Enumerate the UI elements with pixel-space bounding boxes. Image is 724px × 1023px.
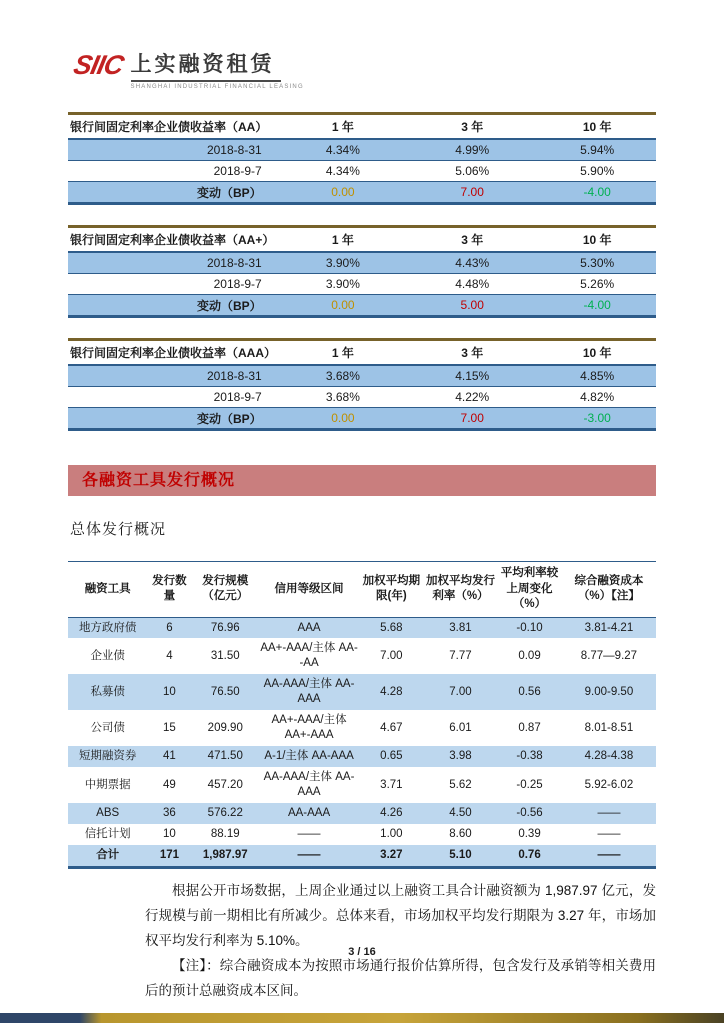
table-header-row xyxy=(68,227,656,253)
cell: 0.76 xyxy=(518,848,541,861)
change-cell: 7.00 xyxy=(460,411,484,425)
cell: 私募债 xyxy=(90,685,125,698)
cell: —— xyxy=(297,848,321,861)
col-header-3y: 3 年 xyxy=(406,114,538,140)
cell: 3.71 xyxy=(380,778,403,791)
cell: 471.50 xyxy=(207,750,243,763)
col-header-10y: 10 年 xyxy=(538,227,656,253)
cell: 5.10 xyxy=(449,848,472,861)
cell: ABS xyxy=(96,806,120,819)
change-cell: -4.00 xyxy=(583,185,611,199)
cell: -0.56 xyxy=(516,806,543,819)
cell: AA-AAA/主体 AA-AAA xyxy=(263,771,355,798)
cell: —— xyxy=(297,827,321,840)
cell: 7.77 xyxy=(449,649,472,662)
table-row xyxy=(68,824,656,845)
cell: 3.90% xyxy=(325,256,360,270)
cell: 4.99% xyxy=(455,143,490,157)
bond-yield-table-aa xyxy=(68,112,656,205)
logo-en-text: SHANGHAI INDUSTRIAL FINANCIAL LEASING xyxy=(130,84,304,90)
cell: 地方政府债 xyxy=(78,621,137,634)
cell: 41 xyxy=(163,750,176,763)
row-label: 变动（BP） xyxy=(197,411,262,426)
table-row xyxy=(68,387,656,408)
col-header-3y: 3 年 xyxy=(406,227,538,253)
row-label: 2018-9-7 xyxy=(213,277,262,291)
footer-decoration-bar xyxy=(0,1013,724,1023)
company-logo xyxy=(70,46,656,92)
row-label: 2018-8-31 xyxy=(206,256,262,270)
cell: 3.68% xyxy=(325,390,360,404)
cell: —— xyxy=(597,827,621,840)
cell: 5.94% xyxy=(580,143,615,157)
total-row xyxy=(68,845,656,867)
cell: 4.85% xyxy=(580,369,615,383)
table-row xyxy=(68,617,656,638)
table-row xyxy=(68,746,656,767)
cell: 4.22% xyxy=(455,390,490,404)
col-header: 发行规模（亿元） xyxy=(191,562,259,618)
table-row xyxy=(68,674,656,710)
cell: 3.90% xyxy=(325,277,360,291)
cell: 3.81 xyxy=(449,621,472,634)
cell: 7.00 xyxy=(380,649,403,662)
bond-yield-table-aa-plus xyxy=(68,225,656,318)
cell: 0.39 xyxy=(518,827,541,840)
col-header: 融资工具 xyxy=(68,562,147,618)
cell: AA+-AAA/主体 AA--AA xyxy=(260,642,358,670)
cell: 36 xyxy=(163,806,176,819)
cell: 209.90 xyxy=(207,721,243,734)
cell: 4.50 xyxy=(449,806,472,819)
cell: 4.34% xyxy=(325,143,360,157)
cell: 8.77—9.27 xyxy=(580,649,638,662)
body-text xyxy=(145,879,656,1004)
table-row xyxy=(68,161,656,182)
cell: 76.96 xyxy=(210,621,240,634)
change-cell: -4.00 xyxy=(583,298,611,312)
yield-table-title: 银行间固定利率企业债收益率（AAA） xyxy=(68,340,280,366)
cell: 3.81-4.21 xyxy=(584,621,634,634)
logo-cn-text: 上实融资租赁 xyxy=(131,46,281,82)
row-label: 变动（BP） xyxy=(197,298,262,313)
cell: 4.28 xyxy=(380,685,403,698)
cell: 0.56 xyxy=(518,685,541,698)
change-cell: 5.00 xyxy=(460,298,484,312)
col-header-1y: 1 年 xyxy=(280,340,406,366)
col-header: 发行数量 xyxy=(147,562,191,618)
change-row xyxy=(68,295,656,317)
cell: 88.19 xyxy=(210,827,240,840)
table-header-row xyxy=(68,340,656,366)
row-label: 2018-8-31 xyxy=(206,143,262,157)
subsection-title: 总体发行概况 xyxy=(70,521,167,538)
cell: AA-AAA xyxy=(287,806,331,819)
cell: —— xyxy=(597,806,621,819)
cell: 合计 xyxy=(96,848,120,861)
cell: 0.87 xyxy=(518,721,541,734)
cell: 1.00 xyxy=(380,827,403,840)
table-row xyxy=(68,365,656,387)
logo-text xyxy=(131,46,304,90)
col-header-3y: 3 年 xyxy=(406,340,538,366)
summary-paragraph: 根据公开市场数据，上周企业通过以上融资工具合计融资额为 1,987.97 亿元，发行规模与前一期相比有所减少。总体来看，市场加权平均发行期限为 3.27 年，市场加权平均发行利率为 5.10%。 xyxy=(145,882,656,948)
cell: -0.25 xyxy=(516,778,543,791)
row-label: 2018-9-7 xyxy=(213,390,262,404)
cell: 31.50 xyxy=(210,649,240,662)
change-cell: 0.00 xyxy=(331,298,355,312)
cell: AA-AAA/主体 AA-AAA xyxy=(263,678,355,706)
cell: 短期融资券 xyxy=(78,750,137,763)
yield-table-title: 银行间固定利率企业债收益率（AA+） xyxy=(68,227,280,253)
cell: 457.20 xyxy=(207,778,243,791)
col-header: 平均利率较上周变化（%） xyxy=(497,562,562,618)
cell: 76.50 xyxy=(210,685,240,698)
row-label: 2018-9-7 xyxy=(213,164,262,178)
cell: 3.27 xyxy=(380,848,403,861)
cell: 4.82% xyxy=(580,390,615,404)
cell: 5.92-6.02 xyxy=(584,778,634,791)
cell: 7.00 xyxy=(449,685,472,698)
yield-table-title: 银行间固定利率企业债收益率（AA） xyxy=(68,114,280,140)
cell: 企业债 xyxy=(90,649,125,662)
cell: 10 xyxy=(163,685,176,698)
col-header: 信用等级区间 xyxy=(259,562,359,618)
table-row xyxy=(68,139,656,161)
cell: 49 xyxy=(163,778,176,791)
table-row xyxy=(68,274,656,295)
change-cell: 0.00 xyxy=(331,185,355,199)
note-paragraph: 【注】：综合融资成本为按照市场通行报价估算所得，包含发行及承销等相关费用后的预计总融资成本区间。 xyxy=(145,957,656,998)
table-row xyxy=(68,252,656,274)
cell: 5.30% xyxy=(580,256,615,270)
cell: 1,987.97 xyxy=(202,848,248,861)
cell: 5.90% xyxy=(580,164,615,178)
cell: 0.09 xyxy=(518,649,541,662)
cell: 4.67 xyxy=(380,721,403,734)
cell: 4.15% xyxy=(455,369,490,383)
cell: 4.28-4.38 xyxy=(584,750,634,763)
section-header-banner: 各融资工具发行概况 xyxy=(68,465,656,496)
cell: 5.62 xyxy=(449,778,472,791)
change-cell: 7.00 xyxy=(460,185,484,199)
col-header-1y: 1 年 xyxy=(280,114,406,140)
row-label: 变动（BP） xyxy=(197,185,262,200)
cell: 5.06% xyxy=(455,164,490,178)
col-header: 综合融资成本（%）【注】 xyxy=(562,562,656,618)
table-header-row xyxy=(68,562,656,618)
col-header: 加权平均期限(年) xyxy=(359,562,424,618)
table-row xyxy=(68,638,656,674)
issuance-overview-table xyxy=(68,561,656,869)
col-header-10y: 10 年 xyxy=(538,340,656,366)
cell: 4.26 xyxy=(380,806,403,819)
cell: 6.01 xyxy=(449,721,472,734)
cell: -0.38 xyxy=(516,750,543,763)
cell: 8.01-8.51 xyxy=(584,721,634,734)
table-header-row xyxy=(68,114,656,140)
cell: 576.22 xyxy=(207,806,243,819)
cell: 6 xyxy=(166,621,173,634)
cell: 公司债 xyxy=(90,721,125,734)
cell: 信托计划 xyxy=(84,827,131,840)
cell: 中期票据 xyxy=(84,778,131,791)
cell: 3.98 xyxy=(449,750,472,763)
cell: -0.10 xyxy=(516,621,543,634)
cell: 171 xyxy=(159,848,180,861)
cell: A-1/主体 AA-AAA xyxy=(264,750,354,763)
col-header: 加权平均发行利率（%） xyxy=(424,562,498,618)
table-row xyxy=(68,767,656,803)
change-cell: -3.00 xyxy=(583,411,611,425)
cell: 4 xyxy=(166,649,173,662)
cell: AA+-AAA/主体 AA+-AAA xyxy=(271,714,347,742)
table-row xyxy=(68,803,656,824)
cell: 9.00-9.50 xyxy=(584,685,634,698)
cell: AAA xyxy=(297,621,321,634)
change-row xyxy=(68,182,656,204)
cell: —— xyxy=(597,848,621,861)
change-cell: 0.00 xyxy=(331,411,355,425)
cell: 4.43% xyxy=(455,256,490,270)
cell: 4.34% xyxy=(325,164,360,178)
cell: 5.68 xyxy=(380,621,403,634)
cell: 15 xyxy=(163,721,176,734)
table-row xyxy=(68,710,656,746)
change-row xyxy=(68,408,656,430)
page-number: 3 / 16 xyxy=(348,946,376,958)
siic-logo-mark: SIIC xyxy=(70,50,126,80)
row-label: 2018-8-31 xyxy=(206,369,262,383)
bond-yield-table-aaa xyxy=(68,338,656,431)
col-header-10y: 10 年 xyxy=(538,114,656,140)
cell: 4.48% xyxy=(455,277,490,291)
cell: 3.68% xyxy=(325,369,360,383)
cell: 5.26% xyxy=(580,277,615,291)
cell: 0.65 xyxy=(380,750,403,763)
col-header-1y: 1 年 xyxy=(280,227,406,253)
cell: 10 xyxy=(163,827,176,840)
cell: 8.60 xyxy=(449,827,472,840)
